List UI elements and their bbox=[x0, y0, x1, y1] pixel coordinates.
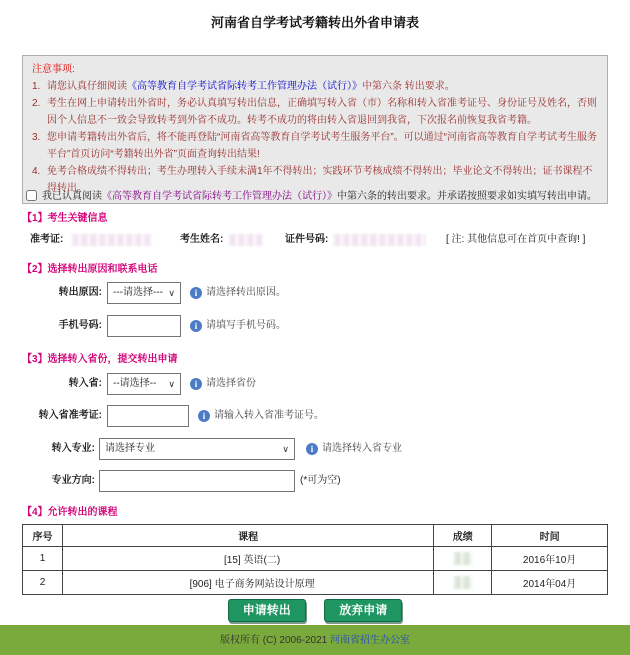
column-header-course: 课程 bbox=[62, 525, 433, 547]
id-number-value-redacted bbox=[334, 234, 426, 246]
abandon-application-button[interactable]: 放弃申请 bbox=[324, 599, 402, 622]
table-row bbox=[23, 547, 608, 571]
notice-item-text: 您申请考籍转出外省后，将不能再登陆“河南省高等教育自学考试考生服务平台”。可以通过“河南省高等教育自学考试考生服务平台”首页访问“考籍转出外省”页面查询转出结果! bbox=[47, 132, 597, 160]
target-major-row bbox=[0, 438, 630, 460]
submit-transfer-button[interactable]: 申请转出 bbox=[228, 599, 306, 622]
agreement-checkbox[interactable] bbox=[26, 190, 37, 201]
phone-label: 手机号码: bbox=[58, 320, 102, 331]
table-row bbox=[23, 571, 608, 595]
course-name-cell: [906] 电子商务网站设计原理 bbox=[62, 571, 433, 595]
major-direction-input[interactable] bbox=[99, 470, 295, 492]
info-icon: i bbox=[190, 320, 202, 332]
footer-org-link[interactable]: 河南省招生办公室 bbox=[330, 635, 411, 646]
target-exam-no-row bbox=[0, 405, 630, 427]
candidate-name-value-redacted bbox=[229, 234, 263, 246]
target-province-value: --请选择-- bbox=[113, 378, 157, 389]
notice-box bbox=[22, 55, 608, 204]
phone-input[interactable] bbox=[107, 315, 181, 337]
major-direction-row bbox=[0, 470, 630, 492]
section-3-title: 【3】选择转入省份，提交转出申请 bbox=[22, 354, 178, 365]
target-exam-no-hint: 请输入转入省准考证号。 bbox=[214, 410, 324, 421]
exam-no-value-redacted bbox=[72, 234, 152, 246]
regulation-link-agreement[interactable]: 《高等教育自学考试省际转考工作管理办法（试行）》 bbox=[102, 191, 337, 202]
page-footer bbox=[0, 625, 630, 655]
agreement-row bbox=[26, 187, 616, 202]
phone-hint: 请填写手机号码。 bbox=[206, 320, 286, 331]
notice-item-3 bbox=[32, 129, 598, 163]
course-no-cell: 1 bbox=[23, 547, 63, 571]
page-title: 河南省自学考试考籍转出外省申请表 bbox=[210, 15, 419, 30]
chevron-down-icon: ∨ bbox=[168, 379, 175, 389]
key-info-note: [ 注: 其他信息可在首页中查询! ] bbox=[446, 234, 586, 245]
table-header-row bbox=[23, 525, 608, 547]
notice-heading: 注意事项: bbox=[32, 64, 75, 75]
transfer-reason-value: ---请选择--- bbox=[113, 287, 163, 298]
agreement-text: 我已认真阅读 bbox=[42, 191, 102, 202]
exam-no-label: 准考证: bbox=[30, 234, 64, 245]
target-major-value: 请选择专业 bbox=[105, 443, 155, 454]
notice-item-1 bbox=[32, 78, 598, 95]
notice-item-number: 1. bbox=[32, 81, 41, 92]
candidate-name-label: 考生姓名: bbox=[180, 234, 224, 245]
notice-item-number: 4. bbox=[32, 166, 41, 177]
course-time-cell: 2014年04月 bbox=[492, 571, 608, 595]
score-value-redacted bbox=[454, 552, 472, 565]
info-icon: i bbox=[190, 378, 202, 390]
score-value-redacted bbox=[454, 576, 472, 589]
course-time-cell: 2016年10月 bbox=[492, 547, 608, 571]
section-2-title: 【2】选择转出原因和联系电话 bbox=[22, 264, 158, 275]
regulation-link[interactable]: 《高等教育自学考试省际转考工作管理办法（试行）》 bbox=[127, 81, 362, 92]
transferable-courses-table bbox=[22, 524, 608, 595]
notice-item-text: 中第六条 转出要求。 bbox=[362, 81, 455, 92]
notice-item-text: 考生在网上申请转出外省时，务必认真填写转出信息，正确填写转入省（市）名称和转入省准考证号、身份证号及姓名，否则因个人信息不一致会导致转考到外省不成功。转考不成功的将由转入省退回到我省，下次报名前恢复我省考籍。 bbox=[47, 98, 597, 126]
notice-item-text: 免考合格成绩不得转出；考生办理转入手续未满1年不得转出；实践环节考核成绩不得转出；毕业论文不得转出；证书课程不得转出。 bbox=[47, 166, 593, 194]
transfer-reason-label: 转出原因: bbox=[58, 287, 102, 298]
notice-item-2 bbox=[32, 95, 598, 129]
section-1-title: 【1】考生关键信息 bbox=[22, 213, 108, 224]
candidate-key-info bbox=[0, 232, 630, 248]
notice-item-number: 2. bbox=[32, 98, 41, 109]
copyright-text: 版权所有 (C) 2006-2021 bbox=[219, 635, 328, 646]
course-score-cell bbox=[434, 547, 492, 571]
transfer-reason-select[interactable] bbox=[107, 282, 181, 304]
course-score-cell bbox=[434, 571, 492, 595]
major-direction-label: 专业方向: bbox=[51, 475, 95, 486]
info-icon: i bbox=[190, 287, 202, 299]
action-buttons bbox=[0, 599, 630, 622]
column-header-score: 成绩 bbox=[434, 525, 492, 547]
course-no-cell: 2 bbox=[23, 571, 63, 595]
notice-item-number: 3. bbox=[32, 132, 41, 143]
course-name-cell: [15] 英语(二) bbox=[62, 547, 433, 571]
agreement-text: 中第六条的转出要求。并承诺按照要求如实填写转出申请。 bbox=[337, 191, 597, 202]
chevron-down-icon: ∨ bbox=[282, 444, 289, 454]
target-exam-no-label: 转入省准考证: bbox=[38, 410, 102, 421]
target-province-select[interactable] bbox=[107, 373, 181, 395]
target-exam-no-input[interactable] bbox=[107, 405, 189, 427]
target-major-hint: 请选择转入省专业 bbox=[322, 443, 402, 454]
phone-row bbox=[0, 315, 630, 337]
section-4-title: 【4】允许转出的课程 bbox=[22, 507, 118, 518]
target-province-hint: 请选择省份 bbox=[206, 378, 256, 389]
major-direction-note: (*可为空) bbox=[300, 475, 341, 486]
chevron-down-icon: ∨ bbox=[168, 288, 175, 298]
target-province-label: 转入省: bbox=[68, 378, 102, 389]
column-header-no: 序号 bbox=[23, 525, 63, 547]
column-header-time: 时间 bbox=[492, 525, 608, 547]
info-icon: i bbox=[306, 443, 318, 455]
info-icon: i bbox=[198, 410, 210, 422]
target-major-label: 转入专业: bbox=[51, 443, 95, 454]
target-major-select[interactable] bbox=[99, 438, 295, 460]
notice-item-text: 请您认真仔细阅读 bbox=[47, 81, 127, 92]
id-number-label: 证件号码: bbox=[285, 234, 329, 245]
transfer-reason-hint: 请选择转出原因。 bbox=[206, 287, 286, 298]
target-province-row bbox=[0, 373, 630, 395]
transfer-reason-row bbox=[0, 282, 630, 304]
